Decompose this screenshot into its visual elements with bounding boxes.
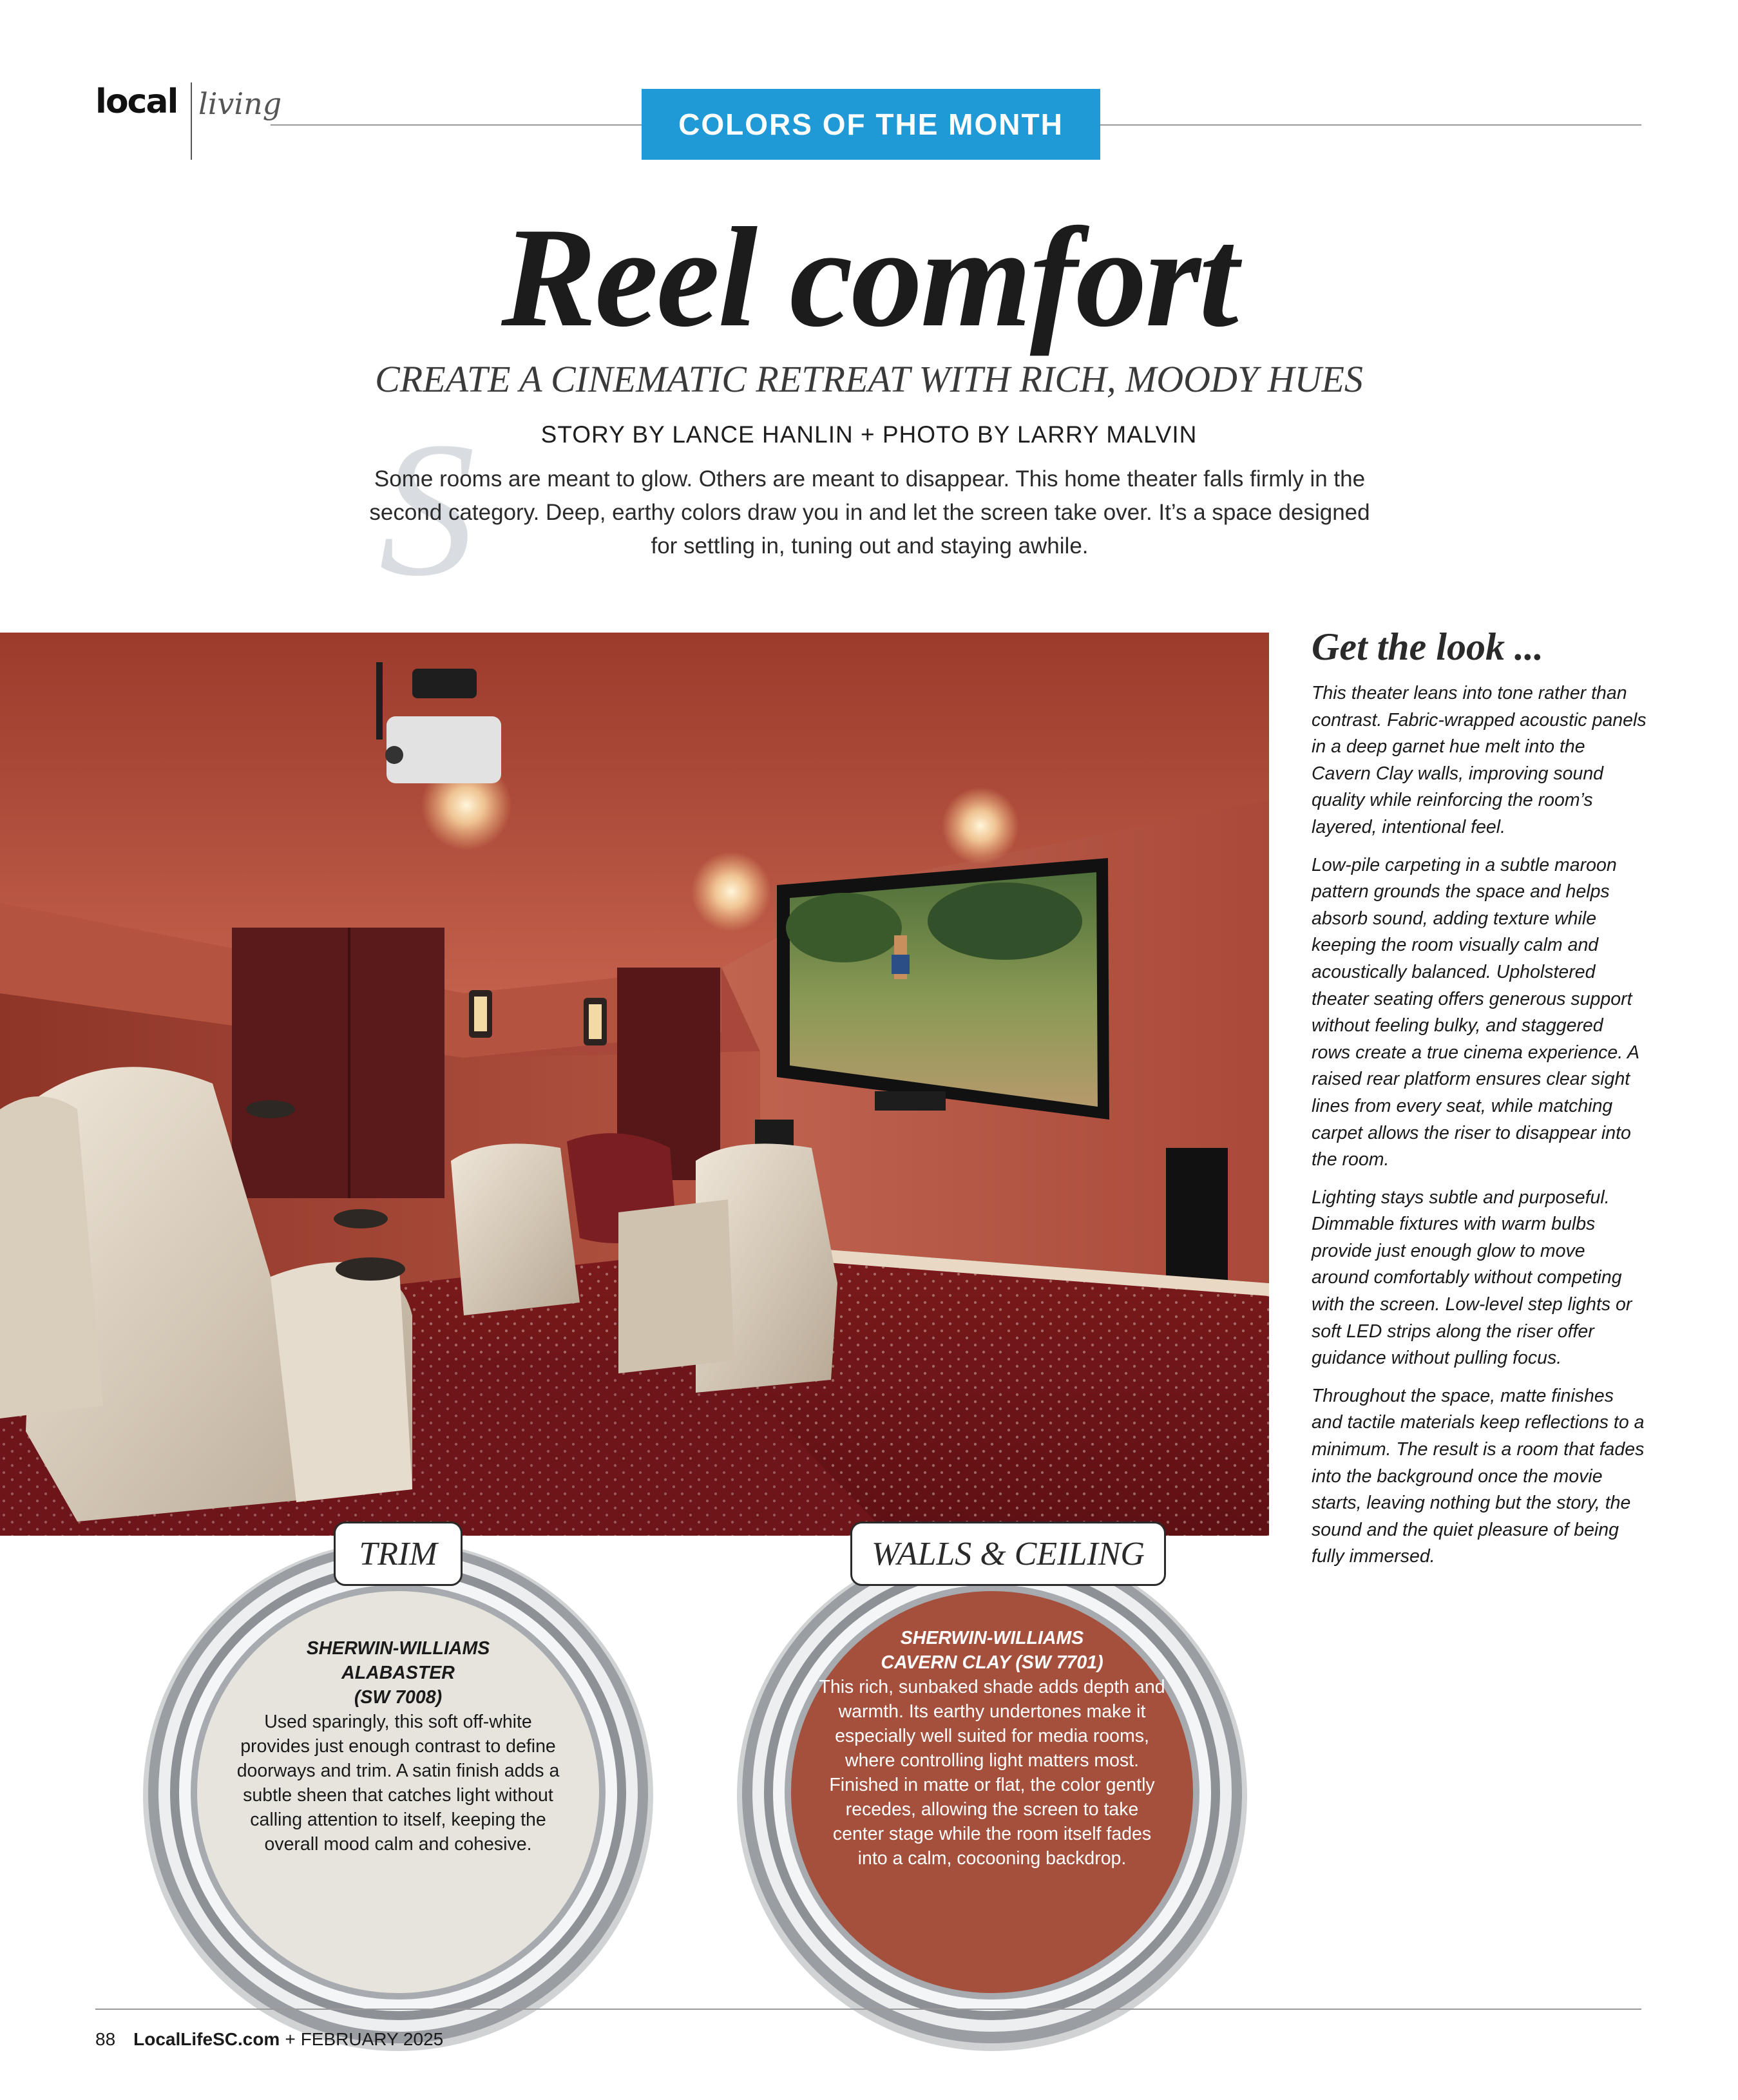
article-intro: Some rooms are meant to glow. Others are meant to disappear. This home theater falls firmly in the second category. Deep, earthy colors draw you in and let the screen take over. It’s a space designed for settling in, tuning out and staying awhile. <box>369 466 1370 558</box>
sidebar-paragraph: Throughout the space, matte finishes and tactile materials keep reflections to a minimum. The result is a room that fades into the background once the movie starts, leaving nothing but the story, the sound and the quiet pleasure of being fully immersed. <box>1312 1385 1645 1567</box>
walls-label: WALLS & CEILING <box>850 1522 1166 1586</box>
section-tag: COLORS OF THE MONTH <box>642 89 1100 160</box>
trim-label: TRIM <box>334 1522 463 1586</box>
brand-divider <box>191 82 192 160</box>
trim-brand: SHERWIN-WILLIAMS <box>306 1638 490 1659</box>
sidebar-title: Get the look ... <box>1312 625 1543 668</box>
walls-description: This rich, sunbaked shade adds depth and warmth. Its earthy undertones make it especially well suited for media rooms, where controlling light matters most. Finished in matte or flat, the color gently recedes, allowing the screen to take center stage while the room itself fades into a calm, cocooning backdrop. <box>819 1677 1165 1869</box>
sidebar-paragraph: Lighting stays subtle and purposeful. Dimmable fixtures with warm bulbs provide just enough glow to move around comfortably without competing with the screen. Low-level step lights or soft LED strips along the riser offer guidance without pulling focus. <box>1312 1187 1632 1369</box>
walls-color-name: CAVERN CLAY (SW 7701) <box>881 1652 1103 1673</box>
trim-color-name: ALABASTER <box>341 1663 455 1683</box>
sidebar-body <box>1312 680 1647 1581</box>
brand-local-wordmark: local <box>95 82 178 121</box>
article-subtitle: CREATE A CINEMATIC RETREAT WITH RICH, MOODY HUES <box>375 358 1363 400</box>
footer-rule <box>95 2009 1641 2010</box>
trim-description: Used sparingly, this soft off-white provides just enough contrast to define doorways and trim. A satin finish adds a subtle sheen that catches light without calling attention to itself, keeping the overall mood calm and cohesive. <box>236 1712 560 1855</box>
page-number: 88 <box>95 2029 116 2049</box>
article-title: Reel comfort <box>501 198 1237 357</box>
sidebar-paragraph: Low-pile carpeting in a subtle maroon pattern grounds the space and helps absorb sound, adding texture while keeping the room visually calm and acoustically balanced. Upholstered theater seating offers generous support without feeling bulky, and staggered rows create a true cinema experience. A raised rear platform ensures clear sight lines from every seat, while matching carpet allows the riser to disappear into the room. <box>1312 854 1639 1170</box>
page-footer <box>95 2029 443 2050</box>
footer-site: LocalLifeSC.com <box>133 2029 280 2049</box>
drop-cap: S <box>379 402 475 616</box>
paint-can-trim <box>134 1525 662 2054</box>
trim-paint-info <box>231 1636 566 1857</box>
footer-separator: + <box>285 2029 296 2049</box>
home-theater-photo <box>0 633 1269 1536</box>
footer-issue: FEBRUARY 2025 <box>300 2029 444 2049</box>
article-byline: STORY BY LANCE HANLIN + PHOTO BY LARRY MALVIN <box>540 421 1198 448</box>
brand-living-wordmark: living <box>198 86 282 121</box>
sidebar-paragraph: This theater leans into tone rather than contrast. Fabric-wrapped acoustic panels in a deep garnet hue melt into the Cavern Clay walls, improving sound quality while reinforcing the room’s layered, intentional feel. <box>1312 683 1647 837</box>
trim-color-code: (SW 7008) <box>354 1687 443 1708</box>
walls-brand: SHERWIN-WILLIAMS <box>900 1628 1084 1648</box>
paint-can-walls <box>728 1525 1256 2054</box>
walls-paint-info <box>818 1626 1166 1871</box>
